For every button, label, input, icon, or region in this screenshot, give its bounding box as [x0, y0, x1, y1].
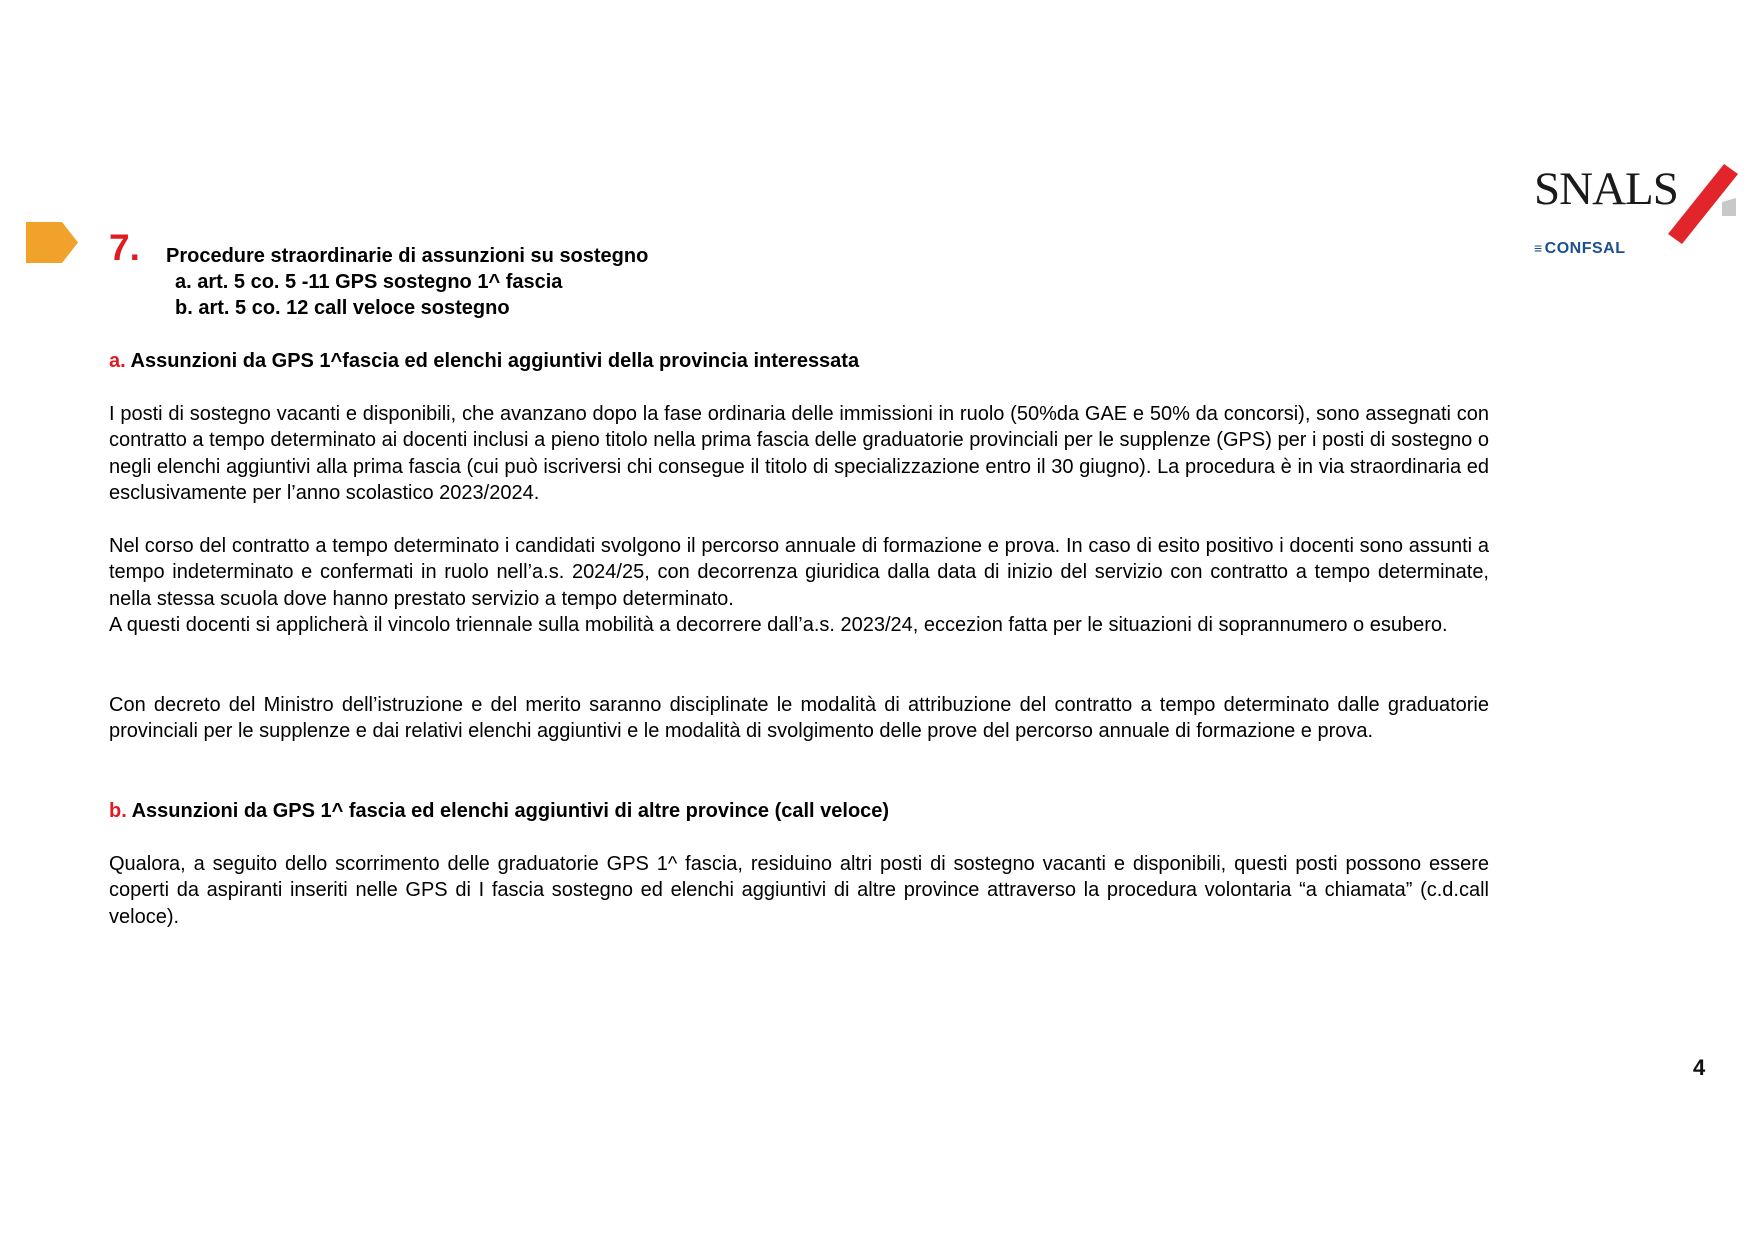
section-b-title	[109, 798, 889, 824]
logo-confsal-text: ≡ CONFSAL	[1534, 240, 1626, 257]
section-a-title-text: Assunzioni da GPS 1^fascia ed elenchi aggiuntivi della provincia interessata	[130, 350, 860, 372]
page-number: 4	[1693, 1055, 1706, 1080]
heading-title: Procedure straordinarie di assunzioni su sostegno	[166, 245, 649, 267]
section-a-letter: a.	[109, 350, 126, 372]
heading-item-b: b. art. 5 co. 12 call veloce sostegno	[175, 297, 510, 319]
logo-snals-text: SNALS	[1534, 163, 1678, 215]
heading-number: 7.	[109, 227, 140, 268]
section-b-title-text: Assunzioni da GPS 1^ fascia ed elenchi aggiuntivi di altre province (call veloce)	[131, 800, 890, 822]
section-a-title	[109, 348, 859, 374]
paragraph: Con decreto del Ministro dell’istruzione e del merito saranno disciplinate le modalità di attribuzione del contratto a tempo determinato dalle graduatorie provinciali per le supplenze e dai relativi elenchi aggiuntivi e le modalità di svolgimento delle prove del percorso annuale di formazione e prova.	[109, 694, 1489, 743]
orange-arrow-tab-icon	[26, 222, 78, 263]
heading-item-a: a. art. 5 co. 5 -11 GPS sostegno 1^ fascia	[175, 271, 563, 293]
section-heading	[109, 228, 140, 268]
paragraph: A questi docenti si applicherà il vincolo triennale sulla mobilità a decorrere dall’a.s. 2023/24, eccezion fatta per le situazioni di soprannumero o esubero.	[109, 614, 1448, 636]
snals-confsal-logo	[1534, 164, 1736, 264]
logo-ribbon-icon	[1652, 164, 1742, 264]
confsal-bars-icon: ≡	[1534, 240, 1543, 256]
paragraph: Nel corso del contratto a tempo determinato i candidati svolgono il percorso annuale di formazione e prova. In caso di esito positivo i docenti sono assunti a tempo indeterminato e confermati in ruolo nell’a.s. 2024/25, con decorrenza giuridica dalla data di inizio del servizio con contratto a tempo determinate, nella stessa scuola dove hanno prestato servizio a tempo determinato.	[109, 535, 1489, 610]
section-b-letter: b.	[109, 800, 127, 822]
paragraph: Qualora, a seguito dello scorrimento delle graduatorie GPS 1^ fascia, residuino altri posti di sostegno vacanti e disponibili, questi posti possono essere coperti da aspiranti inseriti nelle GPS di I fascia sostegno ed elenchi aggiuntivi di altre province attraverso la procedura volontaria “a chiamata” (c.d.call veloce).	[109, 853, 1489, 928]
paragraph: I posti di sostegno vacanti e disponibili, che avanzano dopo la fase ordinaria delle immissioni in ruolo (50%da GAE e 50% da concorsi), sono assegnati con contratto a tempo determinato ai docenti inclusi a pieno titolo nella prima fascia delle graduatorie provinciali per le supplenze (GPS) per i posti di sostegno o negli elenchi aggiuntivi alla prima fascia (cui può iscriversi chi consegue il titolo di specializzazione entro il 30 giugno). La procedura è in via straordinaria ed esclusivamente per l’anno scolastico 2023/2024.	[109, 403, 1489, 504]
